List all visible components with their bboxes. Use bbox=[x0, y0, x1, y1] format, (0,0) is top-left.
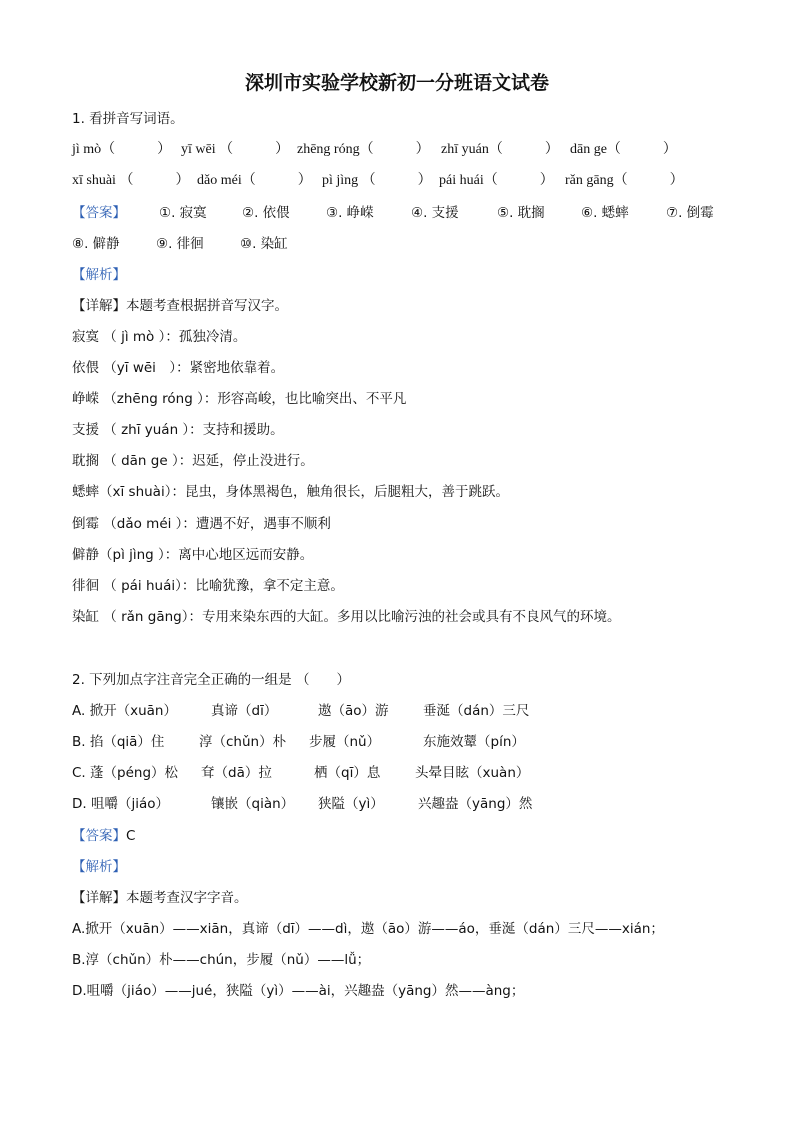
q1-explanation: 倒霉 （dǎo méi ）：遭遇不好，遇事不顺利 bbox=[72, 516, 331, 532]
option-part: 栖（qī）息 bbox=[314, 765, 381, 781]
option-part: 狭隘（yì） bbox=[318, 796, 384, 812]
answer-item: ④. 支援 bbox=[411, 205, 459, 221]
answer-item: ⑤. 耽搁 bbox=[497, 205, 545, 221]
option-part: 淳（chǔn）朴 bbox=[199, 734, 287, 750]
answer-item: ①. 寂寞 bbox=[159, 205, 207, 221]
q1-stem: 1. 看拼音写词语。 bbox=[72, 111, 184, 127]
pinyin-item: rǎn gāng（ ） bbox=[565, 173, 684, 188]
pinyin-item: pì jìng （ ） bbox=[322, 173, 432, 188]
option-part: 步履（nǔ） bbox=[309, 734, 381, 750]
pinyin-item: jì mò（ ） bbox=[72, 142, 172, 157]
q1-explanation: 蟋蟀（xī shuài）：昆虫，身体黑褐色，触角很长，后腿粗大，善于跳跃。 bbox=[72, 484, 509, 500]
answer-item: ⑧. 僻静 bbox=[72, 236, 120, 252]
pinyin-item: zhī yuán（ ） bbox=[441, 142, 559, 157]
option-part: 遨（āo）游 bbox=[318, 703, 389, 719]
option-part: B. 掐（qiā）住 bbox=[72, 734, 165, 750]
q2-detail: 【详解】本题考查汉字字音。 bbox=[72, 890, 248, 906]
option-part: 真谛（dī） bbox=[211, 703, 278, 719]
option-part: C. 蓬（péng）松 bbox=[72, 765, 179, 781]
pinyin-item: dǎo méi（ ） bbox=[197, 173, 312, 188]
q1-explanation: 依偎 （yī wēi ）：紧密地依靠着。 bbox=[72, 360, 285, 376]
option-part: A. 掀开（xuān） bbox=[72, 703, 177, 719]
option-part: 兴趣盎（yāng）然 bbox=[418, 796, 533, 812]
q1-explanation: 僻静（pì jìng ）：离中心地区远而安静。 bbox=[72, 547, 314, 563]
q1-explanation: 寂寞 （ jì mò ）：孤独冷清。 bbox=[72, 329, 247, 345]
option-part: D. 咀嚼（jiáo） bbox=[72, 796, 170, 812]
q1-explanation: 耽搁 （ dān ge ）：迟延，停止没进行。 bbox=[72, 453, 314, 469]
option-part: 东施效颦（pín） bbox=[423, 734, 525, 750]
answer-label: 【答案】 bbox=[72, 205, 126, 221]
answer-value: C bbox=[126, 828, 136, 844]
option-part: 耷（dā）拉 bbox=[201, 765, 272, 781]
answer-item: ③. 峥嵘 bbox=[326, 205, 374, 221]
answer-item: ⑦. 倒霉 bbox=[666, 205, 714, 221]
q1-analysis-label: 【解析】 bbox=[72, 267, 126, 283]
answer-label: 【答案】 bbox=[72, 828, 126, 844]
answer-item: ⑥. 蟋蟀 bbox=[581, 205, 629, 221]
pinyin-item: xī shuài （ ） bbox=[72, 173, 190, 188]
option-part: 镶嵌（qiàn） bbox=[211, 796, 295, 812]
q2-explanation: D.咀嚼（jiáo）——jué，狭隘（yì）——ài，兴趣盎（yāng）然——àng； bbox=[72, 983, 525, 999]
q2-explanation: A.掀开（xuān）——xiān，真谛（dī）——dì，遨（āo）游——áo，垂涎（dán）三尺——xián； bbox=[72, 921, 664, 937]
answer-item: ⑩. 染缸 bbox=[240, 236, 288, 252]
pinyin-item: dān ge（ ） bbox=[570, 142, 677, 157]
option-part: 头晕目眩（xuàn） bbox=[415, 765, 530, 781]
pinyin-item: zhēng róng（ ） bbox=[297, 142, 430, 157]
q2-analysis-label: 【解析】 bbox=[72, 859, 126, 875]
q2-stem: 2. 下列加点字注音完全正确的一组是 （ ） bbox=[72, 672, 350, 688]
option-part: 垂涎（dán）三尺 bbox=[423, 703, 530, 719]
q1-detail: 【详解】本题考查根据拼音写汉字。 bbox=[72, 298, 288, 314]
q1-explanation: 徘徊 （ pái huái）：比喻犹豫，拿不定主意。 bbox=[72, 578, 344, 594]
page-title: 深圳市实验学校新初一分班语文试卷 bbox=[244, 72, 549, 94]
pinyin-item: yī wēi （ ） bbox=[181, 142, 290, 157]
q2-explanation: B.淳（chǔn）朴——chún，步履（nǔ）——lǚ； bbox=[72, 952, 371, 968]
answer-item: ⑨. 徘徊 bbox=[156, 236, 204, 252]
pinyin-item: pái huái（ ） bbox=[439, 173, 554, 188]
q2-answer bbox=[72, 827, 135, 845]
answer-item: ②. 依偎 bbox=[242, 205, 290, 221]
q1-explanation: 支援 （ zhī yuán ）：支持和援助。 bbox=[72, 422, 284, 438]
q1-explanation: 峥嵘 （zhēng róng ）：形容高峻，也比喻突出、不平凡 bbox=[72, 391, 407, 407]
q1-explanation: 染缸 （ rǎn gāng）：专用来染东西的大缸。多用以比喻污浊的社会或具有不良风气的环境。 bbox=[72, 609, 621, 625]
